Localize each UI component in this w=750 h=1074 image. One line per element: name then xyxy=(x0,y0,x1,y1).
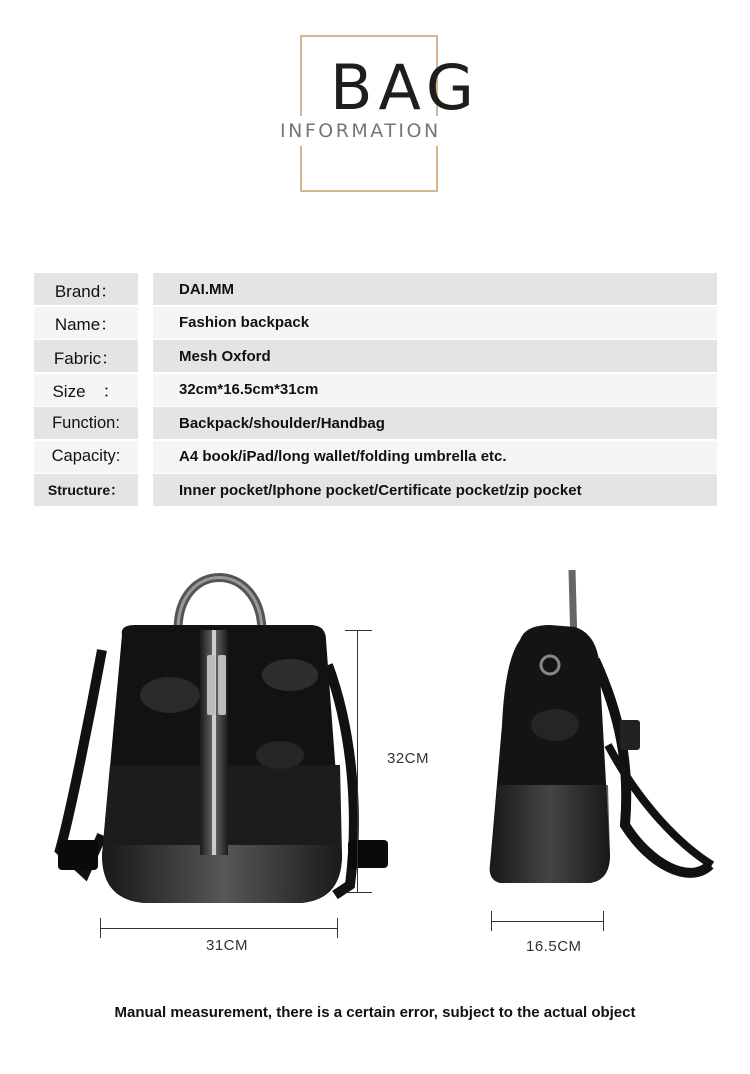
spec-value: 32cm*16.5cm*31cm xyxy=(153,374,717,406)
height-dimension-label: 32CM xyxy=(387,750,430,767)
spec-label: Size ： xyxy=(34,374,138,406)
spec-value: DAI.MM xyxy=(153,273,717,305)
height-dimension-cap-bottom xyxy=(345,892,372,893)
depth-dimension-label: 16.5CM xyxy=(526,938,582,955)
spec-label: Structure： xyxy=(34,474,138,506)
spec-value: Mesh Oxford xyxy=(153,340,717,372)
spec-row-structure xyxy=(34,474,717,508)
spec-label: Name： xyxy=(34,307,138,339)
backpack-side-image xyxy=(480,565,720,895)
measurement-note: Manual measurement, there is a certain error, subject to the actual object xyxy=(114,1004,636,1021)
spec-row-brand xyxy=(34,273,717,307)
width-dimension-label: 31CM xyxy=(206,937,249,954)
spec-row-name xyxy=(34,307,717,341)
width-dimension-cap-right xyxy=(337,918,338,938)
depth-dimension-cap-left xyxy=(491,911,492,931)
spec-label: Function: xyxy=(34,407,138,439)
depth-dimension-cap-right xyxy=(603,911,604,931)
spec-table xyxy=(34,273,717,508)
spec-label: Fabric： xyxy=(34,340,138,372)
spec-row-capacity xyxy=(34,441,717,475)
backpack-front-image xyxy=(50,555,395,925)
spec-row-size xyxy=(34,374,717,408)
width-dimension-line xyxy=(100,928,338,929)
spec-row-fabric xyxy=(34,340,717,374)
page-title: BAG xyxy=(330,51,480,124)
spec-value: Inner pocket/Iphone pocket/Certificate pocket/zip pocket xyxy=(153,474,717,506)
spec-row-function xyxy=(34,407,717,441)
depth-dimension-line xyxy=(491,921,604,922)
spec-label: Capacity: xyxy=(34,441,138,473)
spec-label: Brand： xyxy=(34,273,138,305)
page-subtitle: INFORMATION xyxy=(280,120,441,142)
spec-value: Fashion backpack xyxy=(153,307,717,339)
spec-value: A4 book/iPad/long wallet/folding umbrella etc. xyxy=(153,441,717,473)
spec-value: Backpack/shoulder/Handbag xyxy=(153,407,717,439)
height-dimension-line xyxy=(357,630,358,892)
width-dimension-cap-left xyxy=(100,918,101,938)
height-dimension-cap-top xyxy=(345,630,372,631)
